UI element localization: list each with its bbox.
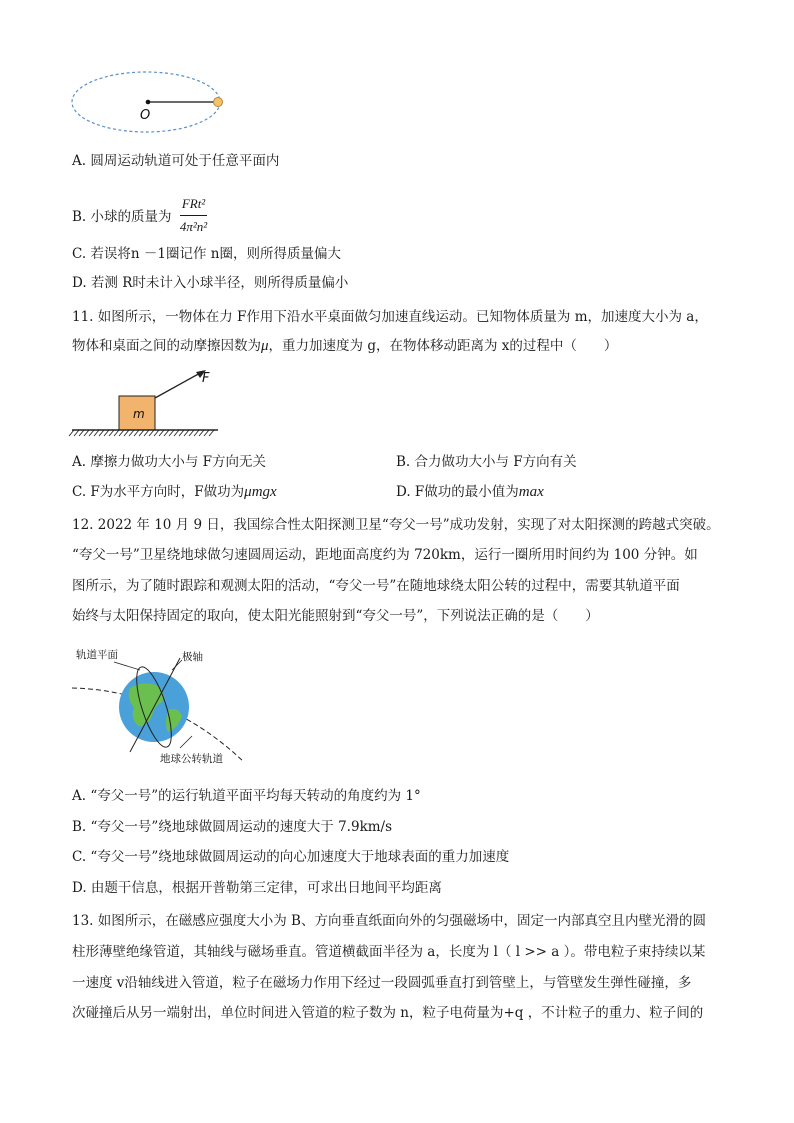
hatch-stroke bbox=[69, 430, 74, 436]
hatch-stroke bbox=[169, 430, 174, 436]
q12-stem-line-4: 始终与太阳保持固定的取向，使太阳光能照射到“夸父一号”，下列说法正确的是（ ） bbox=[72, 608, 599, 624]
hatch-stroke bbox=[119, 430, 124, 436]
hatch-stroke bbox=[134, 430, 139, 436]
q11-stem-line-1: 11. 如图所示，一物体在力 F作用下沿水平桌面做匀加速直线运动。已知物体质量为 m，加速度大小为 a， bbox=[72, 309, 708, 325]
q11-option-c-prefix: C. F为水平方向时，F做功为 bbox=[72, 484, 245, 500]
q12-option-c: C. “夸父一号”绕地球做圆周运动的向心加速度大于地球表面的重力加速度 bbox=[72, 849, 510, 865]
q10-option-b-prefix: B. 小球的质量为 bbox=[72, 209, 172, 225]
hatch-stroke bbox=[79, 430, 84, 436]
q12-option-b: B. “夸父一号”绕地球做圆周运动的速度大于 7.9km/s bbox=[72, 819, 393, 835]
formula-denominator: 4π²n² bbox=[179, 219, 208, 234]
hatch-stroke bbox=[124, 430, 129, 436]
polar-axis-leader bbox=[172, 660, 182, 670]
q13-stem-line-2: 柱形薄壁绝缘管道，其轴线与磁场垂直。管道横截面半径为 a，长度为 l（ l >> a ）。带电粒子束持续以某 bbox=[72, 944, 706, 960]
force-arrow bbox=[155, 372, 202, 398]
hatch-stroke bbox=[104, 430, 109, 436]
hatch-stroke bbox=[204, 430, 209, 436]
hatch-stroke bbox=[74, 430, 79, 436]
q12-option-a: A. “夸父一号”的运行轨道平面平均每天转动的角度约为 1° bbox=[72, 788, 421, 804]
q13-stem-line-3: 一速度 v沿轴线进入管道，粒子在磁场力作用下经过一段圆弧垂直打到管壁上，与管壁发生弹性碰撞，多 bbox=[72, 975, 692, 991]
q12-stem-line-2: “夸父一号”卫星绕地球做匀速圆周运动，距地面高度约为 720km，运行一圈所用时间约为 100 分钟。如 bbox=[72, 547, 698, 563]
q12-stem-line-3: 图所示，为了随时跟踪和观测太阳的活动，“夸父一号”在随地球绕太阳公转的过程中，需要其轨道平面 bbox=[72, 578, 680, 594]
orbit-figure bbox=[62, 68, 232, 148]
hatch-stroke bbox=[199, 430, 204, 436]
q10-option-a: A. 圆周运动轨道可处于任意平面内 bbox=[72, 153, 280, 169]
hatch-stroke bbox=[189, 430, 194, 436]
hatch-stroke bbox=[154, 430, 159, 436]
q10-mass-formula bbox=[180, 194, 207, 237]
hatch-stroke bbox=[144, 430, 149, 436]
block-figure bbox=[68, 362, 228, 442]
hatch-stroke bbox=[179, 430, 184, 436]
polar-axis-label: 极轴 bbox=[182, 651, 203, 663]
hatch-stroke bbox=[174, 430, 179, 436]
hatch-stroke bbox=[129, 430, 134, 436]
hatch-stroke bbox=[149, 430, 154, 436]
hatch-stroke bbox=[114, 430, 119, 436]
q11-option-d bbox=[396, 482, 544, 502]
hatch-stroke bbox=[184, 430, 189, 436]
earth-orbit-leader bbox=[180, 736, 192, 748]
hatch-stroke bbox=[159, 430, 164, 436]
q11-option-b: B. 合力做功大小与 F方向有关 bbox=[396, 454, 577, 470]
orbit-plane-label: 轨道平面 bbox=[76, 649, 118, 661]
orbit-plane-leader bbox=[114, 662, 140, 670]
earth-orbit-figure bbox=[68, 640, 268, 775]
force-label: F bbox=[202, 371, 210, 386]
q13-stem-line-4: 次碰撞后从另一端射出，单位时间进入管道的粒子数为 n，粒子电荷量为+q ，不计粒子的重力、粒子间的 bbox=[72, 1005, 704, 1021]
block-mass-label: m bbox=[133, 407, 145, 421]
q11-stem-2b: ，重力加速度为 g，在物体移动距离为 x的过程中（ ） bbox=[268, 338, 618, 354]
hatch-stroke bbox=[109, 430, 114, 436]
q12-option-d: D. 由题干信息，根据开普勒第三定律，可求出日地间平均距离 bbox=[72, 880, 442, 896]
q11-option-c-formula: μmgx bbox=[244, 484, 277, 500]
q11-option-c bbox=[72, 482, 277, 502]
q13-stem-line-1: 13. 如图所示，在磁感应强度大小为 B、方向垂直纸面向外的匀强磁场中，固定一内部真空且内壁光滑的圆 bbox=[72, 913, 706, 929]
q11-option-d-formula: max bbox=[518, 484, 544, 500]
formula-numerator: FRt² bbox=[180, 194, 207, 216]
mu-symbol: μ bbox=[261, 338, 269, 354]
q11-option-a: A. 摩擦力做功大小与 F方向无关 bbox=[72, 454, 266, 470]
hatch-stroke bbox=[84, 430, 89, 436]
hatch-stroke bbox=[89, 430, 94, 436]
earth-orbit-label: 地球公转轨道 bbox=[160, 753, 223, 765]
hatch-stroke bbox=[164, 430, 169, 436]
hatch-stroke bbox=[94, 430, 99, 436]
hatch-stroke bbox=[139, 430, 144, 436]
q11-stem-2a: 物体和桌面之间的动摩擦因数为 bbox=[72, 338, 261, 354]
q11-stem-line-2 bbox=[72, 336, 617, 356]
hatch-stroke bbox=[194, 430, 199, 436]
label-o: O bbox=[140, 108, 151, 123]
q11-option-d-prefix: D. F做功的最小值为 bbox=[396, 484, 519, 500]
q10-option-d: D. 若测 R时未计入小球半径，则所得质量偏小 bbox=[72, 275, 349, 291]
ball bbox=[214, 98, 223, 107]
hatch-stroke bbox=[209, 430, 214, 436]
hatch-stroke bbox=[99, 430, 104, 436]
q10-option-c: C. 若误将n －1圈记作 n圈，则所得质量偏大 bbox=[72, 246, 341, 262]
ground-hatching bbox=[69, 430, 214, 436]
q10-option-b bbox=[72, 196, 207, 239]
q12-stem-line-1: 12. 2022 年 10 月 9 日，我国综合性太阳探测卫星“夸父一号”成功发射，实现了对太阳探测的跨越式突破。 bbox=[72, 517, 720, 533]
